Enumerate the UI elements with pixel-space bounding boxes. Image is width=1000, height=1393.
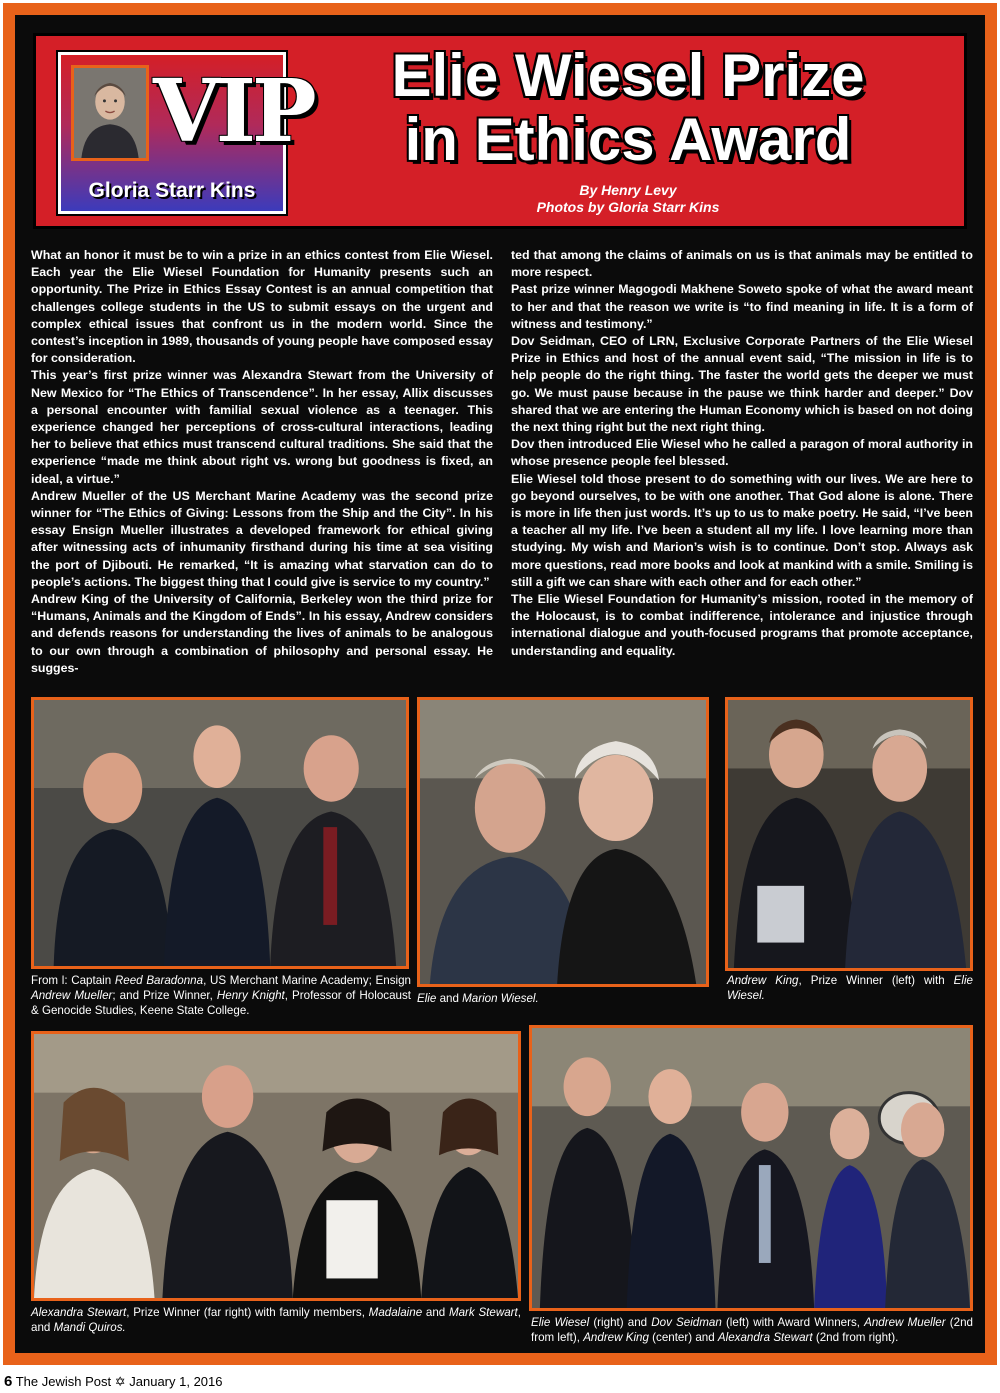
caption-part: Elie bbox=[417, 992, 437, 1005]
caption-part: Marion Wiesel. bbox=[462, 992, 539, 1005]
vip-name: Gloria Starr Kins bbox=[88, 179, 256, 202]
caption-part: , and bbox=[31, 1306, 521, 1334]
photo-andrew-king-and-elie bbox=[725, 697, 973, 971]
byline-photos: Photos by Gloria Starr Kins bbox=[536, 199, 720, 215]
article-paragraph: The Elie Wiesel Foundation for Humanity’s mission, rooted in the memory of the Holocaust, is to combat indifference, intolerance and injustice through international dialogue and youth-focused programs that promote acceptance, understanding and equality. bbox=[511, 592, 973, 658]
caption-part: Andrew King bbox=[583, 1331, 649, 1344]
caption-part: Mark Stewart bbox=[448, 1306, 518, 1319]
article-paragraph: Dov then introduced Elie Wiesel who he called a paragon of moral authority in whose presence people feel blessed. bbox=[511, 437, 973, 469]
caption-part: Elie Wiesel. bbox=[727, 974, 973, 1002]
caption-part: Alexandra Stewart bbox=[717, 1331, 813, 1344]
photo-elie-and-marion bbox=[417, 697, 709, 987]
photo-award-winners-group bbox=[529, 1025, 973, 1311]
article-paragraph: ted that among the claims of animals on us is that animals may be entitled to more respect. bbox=[511, 248, 973, 280]
caption-photo-1 bbox=[31, 973, 411, 1018]
star-of-david-icon: ✡ bbox=[114, 1374, 126, 1389]
caption-part: and bbox=[422, 1306, 449, 1319]
vip-badge bbox=[58, 52, 313, 214]
caption-part: Elie Wiesel bbox=[531, 1316, 590, 1329]
publication-name: The Jewish Post bbox=[15, 1374, 112, 1389]
caption-part: Mandi Quiros. bbox=[53, 1321, 126, 1334]
caption-photo-3 bbox=[727, 973, 973, 1003]
page-border bbox=[3, 3, 997, 1365]
article-column-right bbox=[511, 247, 973, 703]
caption-photo-2 bbox=[417, 991, 709, 1006]
caption-part: (right) and bbox=[589, 1316, 652, 1329]
article-paragraph: Elie Wiesel told those present to do something with our lives. We are here to go beyond ourselves, to be with one another. That God alone is alone. There is more in life then just words. It’s up to us to make poetry. He said, “I’ve been a teacher all my life. I’ve been a student all my life. I love learning more than studying. My wish and Marion’s wish is to continue. Don’t stop. Always ask more questions, read more books and look at mankind with a smile. Smiling is still a gift we can share with each other and for each other.” bbox=[511, 471, 973, 589]
vip-label: VIP bbox=[153, 61, 313, 162]
photo-stewart-family bbox=[31, 1031, 521, 1301]
caption-part: , Prize Winner (left) with bbox=[798, 974, 954, 987]
caption-part: (center) and bbox=[648, 1331, 718, 1344]
article-paragraph: This year’s first prize winner was Alexandra Stewart from the University of New Mexico for “The Ethics of Transcendence”. In her essay, Allix discusses a personal encounter with familial sexual violence as a teenager. This experience changed her perceptions of cross-cultural interactions, leading her to believe that ethics must transcend cultural traditions. She said that the experience “made me think about right vs. wrong but goodness is fixed, an ideal, a virtue.” bbox=[31, 368, 493, 486]
caption-part: Alexandra Stewart bbox=[31, 1306, 127, 1319]
headline-line-2: in Ethics Award bbox=[404, 106, 852, 173]
vip-portrait-photo bbox=[71, 65, 149, 161]
article-paragraph: Dov Seidman, CEO of LRN, Exclusive Corporate Partners of the Elie Wiesel Prize in Ethics and host of the annual event said, “The mission in life is to help people do the right thing. The faster the world gets the deeper we must go. We must pause because in the pause we think harder and deeper.” Dov shared that we are entering the Human Economy which is based on not doing the next thing right but the next right thing. bbox=[511, 334, 973, 435]
caption-part: From l: Captain bbox=[31, 974, 115, 987]
caption-part: , Prize Winner (far right) with family members, bbox=[126, 1306, 369, 1319]
caption-part: Reed Baradonna bbox=[114, 974, 204, 987]
caption-part: , Professor of Holocaust & Genocide Studies, Keene State College. bbox=[31, 989, 411, 1017]
caption-part: (left) with Award Winners, bbox=[721, 1316, 865, 1329]
caption-part: and bbox=[436, 992, 463, 1005]
caption-part: ; and Prize Winner, bbox=[112, 989, 217, 1002]
caption-part: Henry Knight bbox=[216, 989, 285, 1002]
caption-part: Andrew King bbox=[727, 974, 799, 987]
caption-part: Dov Seidman bbox=[651, 1316, 722, 1329]
caption-part: (2nd from left), bbox=[531, 1316, 973, 1344]
headline-line-1: Elie Wiesel Prize bbox=[391, 42, 865, 109]
page-content bbox=[15, 15, 985, 1353]
article-paragraph: Andrew Mueller of the US Merchant Marine Academy was the second prize winner for “The Ethics of Giving: Lessons from the Ship and the City”. In his essay Ensign Mueller illustrates a developed framework for ethical giving after witnessing acts of inhumanity firsthand during his time at sea visiting the port of Djibouti. He remarked, “It is amazing what starvation can do to people’s actions. The biggest thing that I could give is service to my country.” bbox=[31, 488, 493, 589]
article-paragraph: What an honor it must be to win a prize in an ethics contest from Elie Wiesel. Each year the Elie Wiesel Foundation for Humanity presents such an opportunity. The Prize in Ethics Essay Contest is an annual competition that challenges college students in the US to submit essays on the urgent and complex ethical issues that confront us in the modern world. Since the contest’s inception in 1989, thousands of young people have composed essay for consideration. bbox=[31, 248, 493, 366]
byline bbox=[298, 182, 958, 216]
caption-photo-4 bbox=[31, 1305, 521, 1335]
byline-author: By Henry Levy bbox=[579, 182, 677, 198]
page-number: 6 bbox=[4, 1373, 13, 1390]
caption-part: Andrew Mueller bbox=[31, 989, 113, 1002]
page-footer bbox=[4, 1373, 604, 1391]
article-column-left bbox=[31, 247, 493, 703]
article-paragraph: Andrew King of the University of California, Berkeley won the third prize for “Humans, Animals and the Kingdom of Ends”. In his essay, Andrew considers and defends reasons for understanding the lives of animals to be analogous to our own through a combination of philosophy and personal essay. He sugges- bbox=[31, 592, 493, 675]
header-banner bbox=[33, 33, 967, 229]
article-paragraph: Past prize winner Magogodi Makhene Soweto spoke of what the award meant to her and that the reason we write is “to find meaning in life. It is a form of witness and testimony.” bbox=[511, 282, 973, 331]
headline bbox=[298, 44, 958, 172]
caption-part: Andrew Mueller bbox=[864, 1316, 946, 1329]
caption-part: (2nd from right). bbox=[812, 1331, 899, 1344]
caption-photo-5 bbox=[531, 1315, 973, 1345]
photo-marine-academy-group bbox=[31, 697, 409, 969]
publication-date: January 1, 2016 bbox=[129, 1374, 223, 1389]
caption-part: Madalaine bbox=[368, 1306, 423, 1319]
caption-part: , US Merchant Marine Academy; Ensign bbox=[203, 974, 411, 987]
